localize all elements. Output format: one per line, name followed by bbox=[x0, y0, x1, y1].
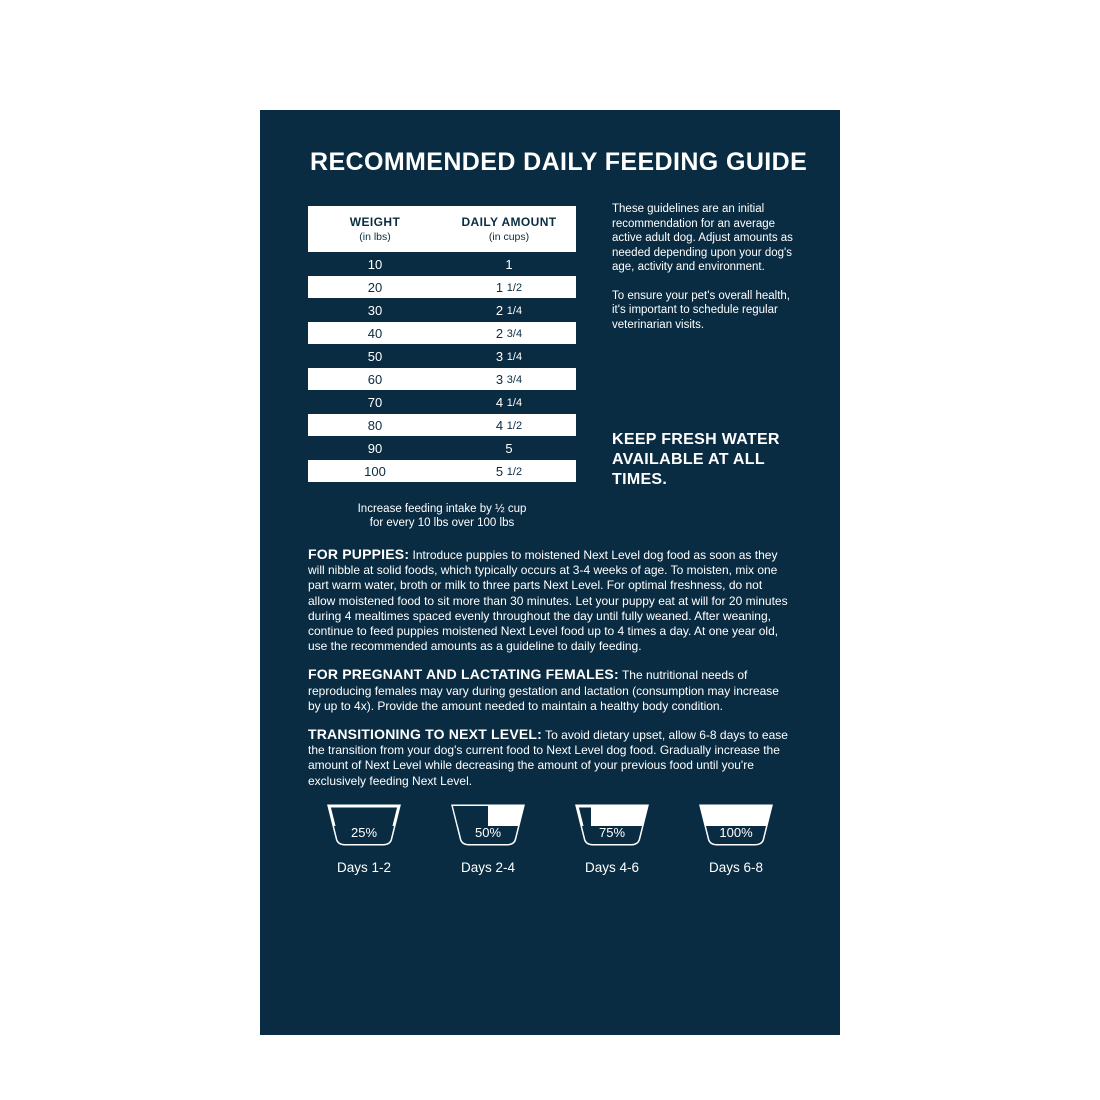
column-header-amount-label: DAILY AMOUNT bbox=[461, 215, 557, 229]
section-puppies-heading: FOR PUPPIES: bbox=[308, 546, 410, 562]
dog-bowl-icon bbox=[693, 790, 779, 848]
section-puppies bbox=[308, 547, 792, 654]
cell-amount: 4 1/2 bbox=[442, 414, 576, 436]
table-footnote-line-1: Increase feeding intake by ½ cup bbox=[357, 503, 527, 515]
section-transitioning bbox=[308, 727, 792, 789]
table-row bbox=[308, 299, 576, 321]
bowl-days-label: Days 2-4 bbox=[460, 860, 516, 875]
table-row bbox=[308, 368, 576, 390]
cell-weight: 80 bbox=[308, 414, 442, 436]
cell-amount: 4 1/4 bbox=[495, 394, 523, 410]
bowl-item bbox=[315, 790, 413, 875]
cell-weight: 100 bbox=[308, 460, 442, 482]
cell-weight: 30 bbox=[367, 302, 383, 318]
column-header-weight-sub: (in lbs) bbox=[359, 231, 391, 243]
table-row bbox=[308, 391, 576, 413]
column-header-amount-sub: (in cups) bbox=[488, 231, 530, 243]
cell-weight: 70 bbox=[367, 394, 383, 410]
side-notes bbox=[612, 202, 794, 346]
transition-bowls bbox=[308, 790, 792, 875]
bowl-percent: 50% bbox=[474, 825, 502, 840]
section-pregnant-lactating-heading: FOR PREGNANT AND LACTATING FEMALES: bbox=[308, 666, 619, 683]
cell-weight: 20 bbox=[308, 276, 442, 298]
bowl-percent: 25% bbox=[350, 825, 378, 840]
feeding-table bbox=[308, 205, 576, 483]
table-row bbox=[308, 437, 576, 459]
side-note-paragraph-1: These guidelines are an initial recommendation for an average active adult dog. Adjust amounts as needed depending upon your dog's age, activity and environment. bbox=[612, 203, 793, 273]
page-title: RECOMMENDED DAILY FEEDING GUIDE bbox=[310, 148, 808, 176]
cell-amount: 3 1/4 bbox=[495, 348, 523, 364]
cell-amount: 2 3/4 bbox=[442, 322, 576, 344]
cell-amount: 3 3/4 bbox=[442, 368, 576, 390]
cell-amount: 5 1/2 bbox=[442, 460, 576, 482]
cell-weight: 10 bbox=[367, 256, 383, 272]
section-transitioning-heading: TRANSITIONING TO NEXT LEVEL: bbox=[308, 726, 543, 743]
cell-amount: 5 bbox=[505, 440, 513, 456]
bowl-percent: 100% bbox=[719, 825, 753, 840]
section-transitioning-body: To avoid dietary upset, allow 6-8 days to ease the transition from your dog's current food to Next Level dog food. Gradually increase the amount of Next Level while decreasing the amount of your previous food until you're exclusively feeding Next Level. bbox=[308, 728, 788, 788]
table-row bbox=[308, 322, 576, 344]
bowl-item bbox=[563, 790, 661, 875]
table-footnote-line-2: for every 10 lbs over 100 lbs bbox=[369, 517, 515, 529]
bowl-days-label: Days 4-6 bbox=[584, 860, 640, 875]
table-row bbox=[308, 460, 576, 482]
table-row bbox=[308, 345, 576, 367]
cell-weight: 40 bbox=[308, 322, 442, 344]
table-row bbox=[308, 253, 576, 275]
dog-bowl-icon bbox=[445, 790, 531, 848]
bowl-item bbox=[687, 790, 785, 875]
dog-bowl-icon bbox=[321, 790, 407, 848]
bowl-days-label: Days 6-8 bbox=[708, 860, 764, 875]
bowl-percent: 75% bbox=[598, 825, 626, 840]
feeding-guide-panel bbox=[260, 110, 840, 1035]
table-row bbox=[308, 414, 576, 436]
side-note-paragraph-2: To ensure your pet's overall health, it's important to schedule regular veterinarian visits. bbox=[612, 289, 790, 331]
section-puppies-body: Introduce puppies to moistened Next Level dog food as soon as they will nibble at solid foods, which typically occurs at 3-4 weeks of age. To moisten, mix one part warm water, broth or milk to three parts Next Level. For optimal freshness, do not allow moistened food to sit more than 30 minutes. Let your puppy eat at will for 20 minutes during 4 mealtimes spaced evenly throughout the day until fully weaned. After weaning, continue to feed puppies moistened Next Level food up to 4 times a day. At one year old, use the recommended amounts as a guideline to daily feeding. bbox=[308, 548, 788, 654]
feeding-table-wrap bbox=[308, 205, 576, 483]
cell-amount: 1 bbox=[505, 256, 513, 272]
cell-amount: 2 1/4 bbox=[495, 302, 523, 318]
feeding-sections bbox=[308, 547, 792, 802]
dog-bowl-icon bbox=[569, 790, 655, 848]
bowl-item bbox=[439, 790, 537, 875]
cell-amount: 1 1/2 bbox=[442, 276, 576, 298]
table-footnote bbox=[308, 502, 576, 530]
table-header-row bbox=[308, 206, 576, 252]
column-header-weight-label: WEIGHT bbox=[349, 215, 401, 229]
bowl-days-label: Days 1-2 bbox=[336, 860, 392, 875]
section-pregnant-lactating bbox=[308, 667, 792, 714]
table-row bbox=[308, 276, 576, 298]
cell-weight: 60 bbox=[308, 368, 442, 390]
fresh-water-notice: KEEP FRESH WATER AVAILABLE AT ALL TIMES. bbox=[612, 431, 780, 488]
column-header-weight bbox=[308, 206, 442, 252]
cell-weight: 90 bbox=[367, 440, 383, 456]
section-pregnant-lactating-body: The nutritional needs of reproducing females may vary during gestation and lactation (consumption may increase by up to 4x). Provide the amount needed to maintain a healthy body condition. bbox=[308, 668, 779, 713]
column-header-amount bbox=[442, 206, 576, 252]
cell-weight: 50 bbox=[367, 348, 383, 364]
